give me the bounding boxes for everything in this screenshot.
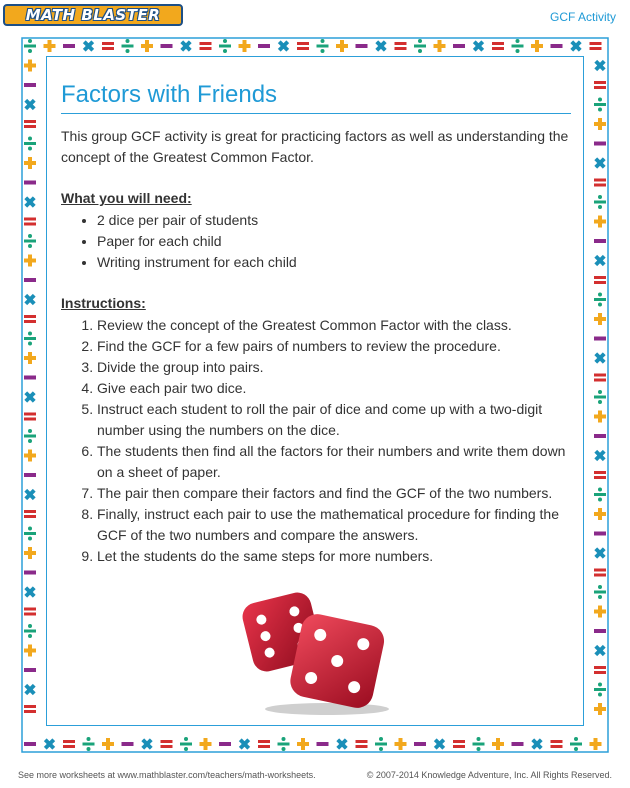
times-icon bbox=[594, 547, 605, 558]
divide-icon bbox=[594, 683, 606, 697]
needs-list bbox=[61, 210, 571, 273]
minus-icon bbox=[24, 668, 36, 672]
plus-icon bbox=[594, 606, 606, 618]
minus-icon bbox=[594, 532, 606, 536]
instructions-list bbox=[61, 315, 571, 567]
list-item: 3. Divide the group into pairs. bbox=[97, 357, 571, 378]
times-icon bbox=[594, 645, 605, 656]
equals-icon bbox=[24, 510, 36, 518]
divide-icon bbox=[24, 234, 36, 248]
minus-icon bbox=[122, 742, 134, 746]
minus-icon bbox=[594, 434, 606, 438]
page-title: Factors with Friends bbox=[61, 81, 571, 114]
divide-icon bbox=[594, 98, 606, 112]
plus-icon bbox=[531, 40, 543, 52]
divide-icon bbox=[375, 737, 387, 751]
times-icon bbox=[434, 738, 445, 749]
plus-icon bbox=[297, 738, 309, 750]
front-die-icon bbox=[287, 611, 387, 711]
instructions-heading: Instructions: bbox=[61, 295, 146, 311]
equals-icon bbox=[356, 740, 368, 748]
divide-icon bbox=[594, 390, 606, 404]
divide-icon bbox=[570, 737, 582, 751]
list-item: 1. Review the concept of the Greatest Common Factor with the class. bbox=[97, 315, 571, 336]
minus-icon bbox=[594, 629, 606, 633]
plus-icon bbox=[395, 738, 407, 750]
divide-icon bbox=[594, 585, 606, 599]
divide-icon bbox=[24, 39, 36, 53]
minus-icon bbox=[258, 44, 270, 48]
plus-icon bbox=[24, 157, 36, 169]
minus-icon bbox=[24, 473, 36, 477]
divide-icon bbox=[24, 332, 36, 346]
plus-icon bbox=[24, 645, 36, 657]
equals-icon bbox=[297, 42, 309, 50]
plus-icon bbox=[24, 450, 36, 462]
equals-icon bbox=[63, 740, 75, 748]
list-item: 9. Let the students do the same steps for more numbers. bbox=[97, 546, 571, 567]
equals-icon bbox=[395, 42, 407, 50]
equals-icon bbox=[24, 120, 36, 128]
minus-icon bbox=[356, 44, 368, 48]
list-item: 7. The pair then compare their factors and find the GCF of the two numbers. bbox=[97, 483, 571, 504]
plus-icon bbox=[24, 255, 36, 267]
times-icon bbox=[336, 738, 347, 749]
plus-icon bbox=[102, 738, 114, 750]
divide-icon bbox=[317, 39, 329, 53]
divide-icon bbox=[180, 737, 192, 751]
equals-icon bbox=[594, 374, 606, 382]
equals-icon bbox=[594, 471, 606, 479]
list-item: • Paper for each child bbox=[97, 231, 571, 252]
divide-icon bbox=[122, 39, 134, 53]
equals-icon bbox=[24, 608, 36, 616]
divide-icon bbox=[278, 737, 290, 751]
equals-icon bbox=[594, 569, 606, 577]
plus-icon bbox=[141, 40, 153, 52]
needs-heading: What you will need: bbox=[61, 190, 192, 206]
times-icon bbox=[24, 391, 35, 402]
minus-icon bbox=[63, 44, 75, 48]
minus-icon bbox=[24, 278, 36, 282]
times-icon bbox=[24, 586, 35, 597]
list-item: 5. Instruct each student to roll the pair of dice and come up with a two-digit number using the numbers on the dice. bbox=[97, 399, 571, 441]
times-icon bbox=[24, 489, 35, 500]
intro-text: This group GCF activity is great for practicing factors as well as understanding the concept of the Greatest Common Factor. bbox=[61, 128, 569, 165]
list-item: • Writing instrument for each child bbox=[97, 252, 571, 273]
minus-icon bbox=[219, 742, 231, 746]
times-icon bbox=[594, 255, 605, 266]
equals-icon bbox=[24, 705, 36, 713]
equals-icon bbox=[594, 81, 606, 89]
equals-icon bbox=[453, 740, 465, 748]
list-item: 4. Give each pair two dice. bbox=[97, 378, 571, 399]
equals-icon bbox=[492, 42, 504, 50]
equals-icon bbox=[24, 413, 36, 421]
equals-icon bbox=[24, 218, 36, 226]
times-icon bbox=[24, 99, 35, 110]
minus-icon bbox=[414, 742, 426, 746]
divide-icon bbox=[512, 39, 524, 53]
times-icon bbox=[44, 738, 55, 749]
equals-icon bbox=[594, 179, 606, 187]
times-icon bbox=[473, 40, 484, 51]
times-icon bbox=[180, 40, 191, 51]
dice-illustration bbox=[237, 587, 397, 717]
minus-icon bbox=[161, 44, 173, 48]
worksheet-content bbox=[46, 56, 584, 726]
plus-icon bbox=[594, 313, 606, 325]
times-icon bbox=[375, 40, 386, 51]
list-item: • 2 dice per pair of students bbox=[97, 210, 571, 231]
header-title: GCF Activity bbox=[549, 10, 616, 24]
plus-icon bbox=[594, 411, 606, 423]
times-icon bbox=[594, 450, 605, 461]
times-icon bbox=[531, 738, 542, 749]
plus-icon bbox=[239, 40, 251, 52]
minus-icon bbox=[551, 44, 563, 48]
minus-icon bbox=[24, 83, 36, 87]
minus-icon bbox=[594, 337, 606, 341]
divide-icon bbox=[24, 527, 36, 541]
divide-icon bbox=[594, 488, 606, 502]
divide-icon bbox=[473, 737, 485, 751]
minus-icon bbox=[594, 142, 606, 146]
times-icon bbox=[239, 738, 250, 749]
list-item: 2. Find the GCF for a few pairs of numbers to review the procedure. bbox=[97, 336, 571, 357]
times-icon bbox=[570, 40, 581, 51]
plus-icon bbox=[590, 738, 602, 750]
minus-icon bbox=[512, 742, 524, 746]
plus-icon bbox=[594, 216, 606, 228]
times-icon bbox=[83, 40, 94, 51]
plus-icon bbox=[434, 40, 446, 52]
divide-icon bbox=[83, 737, 95, 751]
times-icon bbox=[594, 60, 605, 71]
dice-shadow bbox=[265, 703, 389, 715]
page-header bbox=[0, 0, 630, 28]
minus-icon bbox=[24, 742, 36, 746]
list-item: 6. The students then find all the factors for their numbers and write them down on a sheet of paper. bbox=[97, 441, 571, 483]
times-icon bbox=[24, 684, 35, 695]
equals-icon bbox=[24, 315, 36, 323]
equals-icon bbox=[594, 276, 606, 284]
divide-icon bbox=[24, 624, 36, 638]
plus-icon bbox=[24, 547, 36, 559]
minus-icon bbox=[453, 44, 465, 48]
plus-icon bbox=[594, 508, 606, 520]
equals-icon bbox=[594, 666, 606, 674]
plus-icon bbox=[594, 118, 606, 130]
math-blaster-logo: MATH BLASTER bbox=[3, 4, 183, 26]
times-icon bbox=[24, 196, 35, 207]
equals-icon bbox=[258, 740, 270, 748]
minus-icon bbox=[317, 742, 329, 746]
plus-icon bbox=[336, 40, 348, 52]
list-item: 8. Finally, instruct each pair to use the mathematical procedure for finding the GCF of the two numbers and compare the answers. bbox=[97, 504, 571, 546]
minus-icon bbox=[24, 571, 36, 575]
plus-icon bbox=[594, 703, 606, 715]
minus-icon bbox=[24, 181, 36, 185]
times-icon bbox=[24, 294, 35, 305]
equals-icon bbox=[161, 740, 173, 748]
plus-icon bbox=[44, 40, 56, 52]
equals-icon bbox=[551, 740, 563, 748]
divide-icon bbox=[24, 137, 36, 151]
equals-icon bbox=[590, 42, 602, 50]
times-icon bbox=[278, 40, 289, 51]
divide-icon bbox=[24, 429, 36, 443]
equals-icon bbox=[200, 42, 212, 50]
plus-icon bbox=[24, 60, 36, 72]
minus-icon bbox=[594, 239, 606, 243]
equals-icon bbox=[102, 42, 114, 50]
plus-icon bbox=[492, 738, 504, 750]
times-icon bbox=[141, 738, 152, 749]
footer-copyright: © 2007-2014 Knowledge Adventure, Inc. All Rights Reserved. bbox=[366, 770, 612, 780]
divide-icon bbox=[594, 293, 606, 307]
times-icon bbox=[594, 157, 605, 168]
minus-icon bbox=[24, 376, 36, 380]
divide-icon bbox=[414, 39, 426, 53]
times-icon bbox=[594, 352, 605, 363]
plus-icon bbox=[200, 738, 212, 750]
divide-icon bbox=[594, 195, 606, 209]
footer-link-text: See more worksheets at www.mathblaster.com/teachers/math-worksheets. bbox=[18, 770, 316, 780]
divide-icon bbox=[219, 39, 231, 53]
plus-icon bbox=[24, 352, 36, 364]
